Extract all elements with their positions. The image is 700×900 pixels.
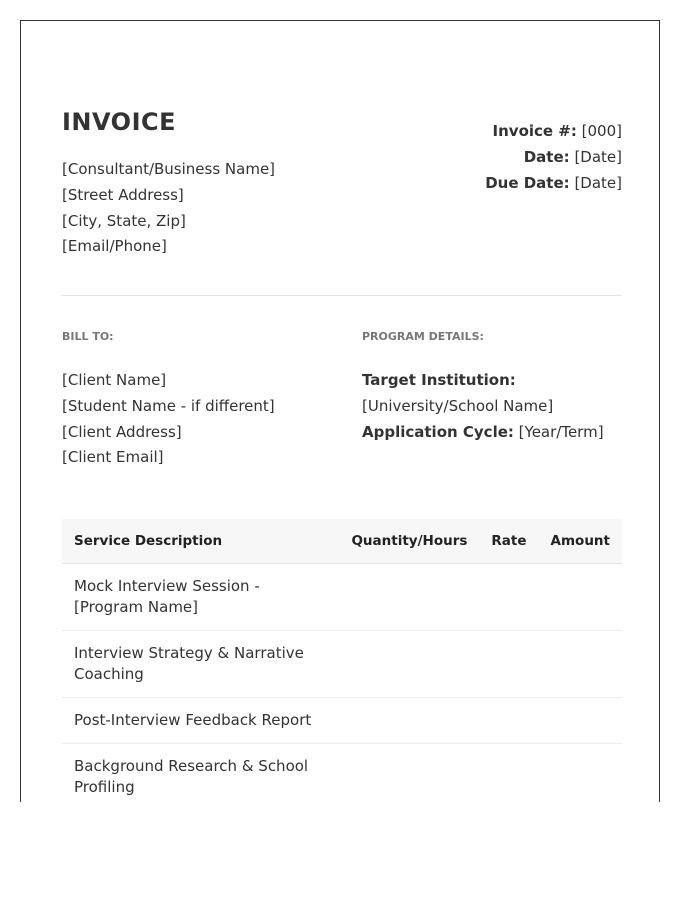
services-table-wrapper	[62, 519, 622, 802]
table-row	[62, 698, 622, 744]
invoice-title: INVOICE	[62, 108, 177, 136]
table-header-row	[62, 519, 622, 564]
quantity-cell	[339, 631, 479, 698]
invoice-date-label: Date:	[523, 147, 570, 166]
invoice-number-value: [000]	[581, 122, 622, 140]
target-institution-value: [University/School Name]	[362, 396, 554, 415]
invoice-due-date-value: [Date]	[574, 173, 622, 192]
bill-to-label: BILL TO:	[62, 330, 114, 343]
amount-cell	[539, 744, 622, 803]
sender-name: [Consultant/Business Name]	[62, 160, 276, 178]
application-cycle-label: Application Cycle:	[362, 422, 514, 441]
application-cycle-line	[362, 420, 622, 446]
table-row	[62, 631, 622, 698]
target-institution-label: Target Institution:	[362, 371, 516, 389]
service-description-cell: Interview Strategy & Narrative Coaching	[62, 631, 339, 698]
bill-to-section	[62, 330, 352, 471]
sender-email-phone: [Email/Phone]	[62, 237, 167, 256]
services-table	[62, 519, 622, 802]
bill-to-lines	[62, 368, 352, 471]
invoice-date-line	[485, 145, 622, 171]
service-description-cell: Post-Interview Feedback Report	[62, 698, 339, 744]
amount-cell	[539, 698, 622, 744]
program-details-lines	[362, 368, 622, 445]
column-header-description: Service Description	[62, 519, 339, 564]
quantity-cell	[339, 564, 479, 631]
quantity-cell	[339, 698, 479, 744]
rate-cell	[479, 564, 538, 631]
invoice-meta-block	[485, 119, 622, 196]
client-email: [Client Email]	[62, 448, 164, 467]
column-header-rate: Rate	[479, 519, 538, 564]
sender-city-state-zip: [City, State, Zip]	[62, 211, 186, 230]
services-table-header	[62, 519, 622, 564]
client-address: [Client Address]	[62, 422, 182, 441]
services-table-body	[62, 564, 622, 803]
invoice-due-date-label: Due Date:	[485, 173, 570, 192]
invoice-header	[62, 107, 622, 267]
service-description-cell: Mock Interview Session - [Program Name]	[62, 564, 339, 631]
program-details-label: PROGRAM DETAILS:	[362, 330, 484, 343]
header-divider	[62, 295, 622, 296]
invoice-number-label: Invoice #:	[492, 122, 577, 140]
rate-cell	[479, 631, 538, 698]
student-name: [Student Name - if different]	[62, 396, 275, 415]
table-row	[62, 744, 622, 803]
column-header-quantity: Quantity/Hours	[339, 519, 479, 564]
quantity-cell	[339, 744, 479, 803]
rate-cell	[479, 698, 538, 744]
rate-cell	[479, 744, 538, 803]
invoice-page	[20, 20, 660, 802]
program-details-section	[362, 330, 622, 445]
sender-street: [Street Address]	[62, 185, 184, 204]
table-row	[62, 564, 622, 631]
sender-address-block	[62, 157, 275, 260]
invoice-due-date-line	[485, 171, 622, 197]
application-cycle-value: [Year/Term]	[518, 422, 604, 441]
client-name: [Client Name]	[62, 371, 167, 389]
invoice-number-line	[485, 119, 622, 145]
amount-cell	[539, 564, 622, 631]
invoice-date-value: [Date]	[574, 147, 622, 166]
amount-cell	[539, 631, 622, 698]
target-institution-label-line	[362, 368, 622, 394]
column-header-amount: Amount	[539, 519, 622, 564]
service-description-cell: Background Research & School Profiling	[62, 744, 339, 803]
